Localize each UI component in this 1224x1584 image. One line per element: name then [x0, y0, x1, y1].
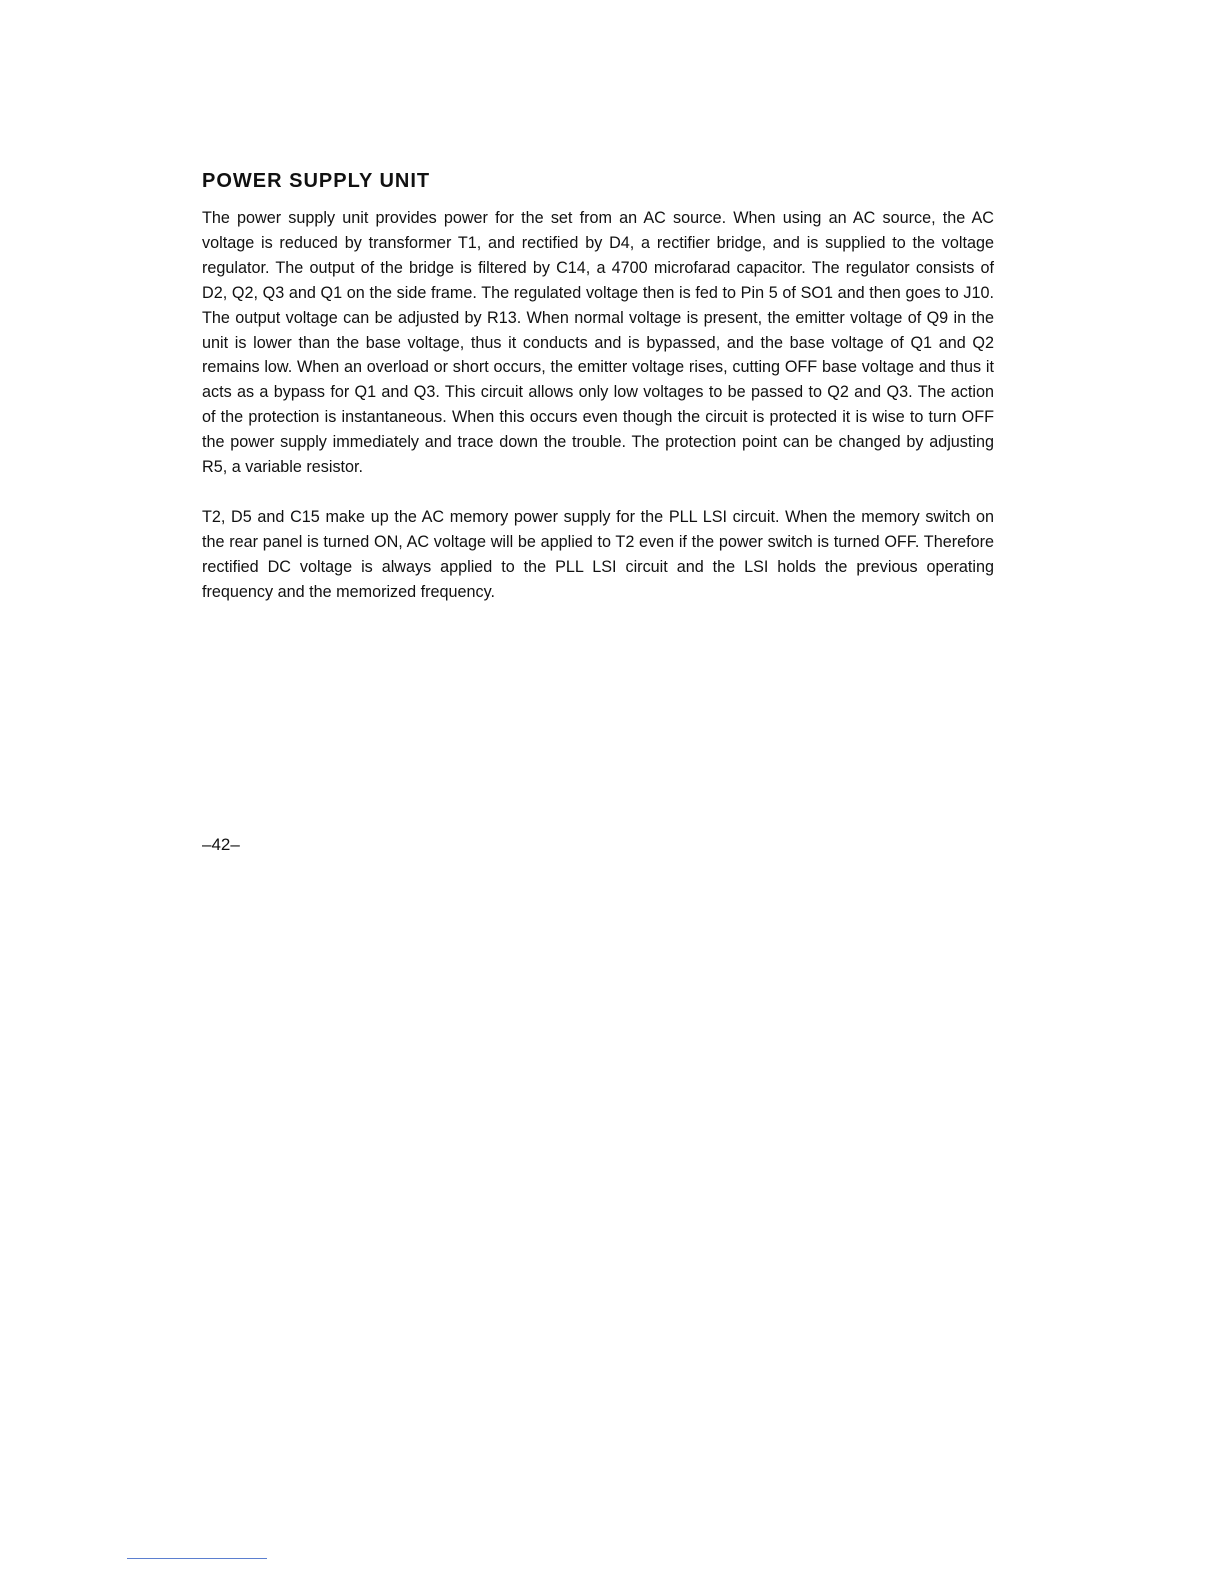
section-power-supply-unit: [202, 168, 994, 605]
paragraph-memory-power-supply: T2, D5 and C15 make up the AC memory power supply for the PLL LSI circuit. When the memory switch on the rear panel is turned ON, AC voltage will be applied to T2 even if the power switch is turned OFF. Therefore rectified DC voltage is always applied to the PLL LSI circuit and the LSI holds the previous operating frequency and the memorized frequency.: [202, 507, 994, 601]
paragraph-power-supply-description: The power supply unit provides power for the set from an AC source. When using an AC source, the AC voltage is reduced by transformer T1, and rectified by D4, a rectifier bridge, and is supplied to the voltage regulator. The output of the bridge is filtered by C14, a 4700 microfarad capacitor. The regulator consists of D2, Q2, Q3 and Q1 on the side frame. The regulated voltage then is fed to Pin 5 of SO1 and then goes to J10. The output voltage can be adjusted by R13. When normal voltage is present, the emitter voltage of Q9 in the unit is lower than the base voltage, thus it conducts and is bypassed, and the base voltage of Q1 and Q2 remains low. When an overload or short occurs, the emitter voltage rises, cutting OFF base voltage and thus it acts as a bypass for Q1 and Q3. This circuit allows only low voltages to be passed to Q2 and Q3. The action of the protection is instantaneous. When this occurs even though the circuit is protected it is wise to turn OFF the power supply immediately and trace down the trouble. The protection point can be changed by adjusting R5, a variable resistor.: [202, 209, 994, 477]
section-heading: POWER SUPPLY UNIT: [202, 170, 431, 192]
footer-rule: [127, 1558, 267, 1559]
page-number: –42–: [202, 835, 240, 854]
